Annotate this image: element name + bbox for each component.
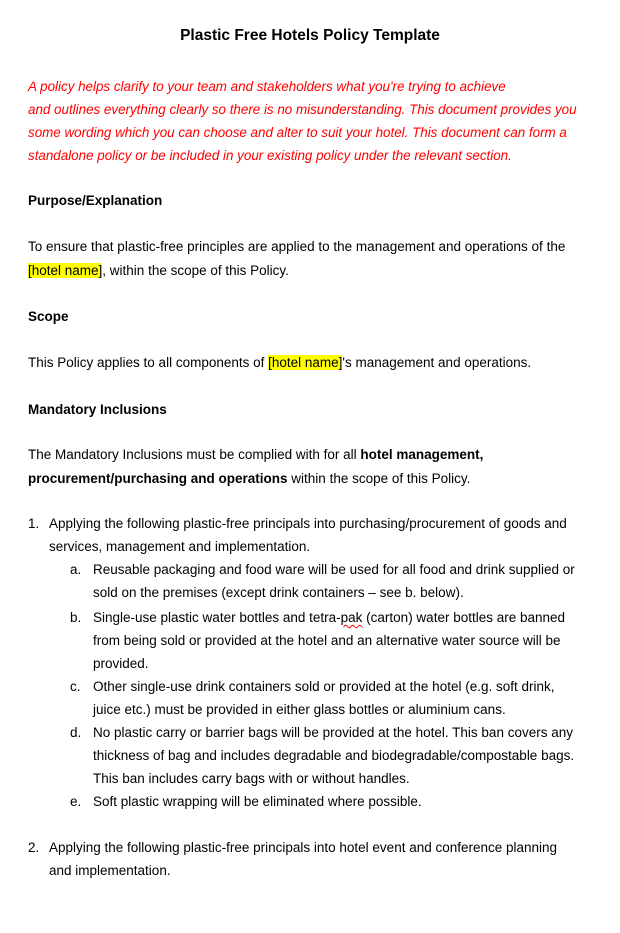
purpose-line-rest: , within the scope of this Policy. — [102, 262, 289, 278]
list-number: 1. — [28, 516, 40, 531]
hotel-name-placeholder: [hotel name] — [268, 355, 343, 370]
sub-text — [93, 721, 574, 790]
mandatory-line — [28, 443, 598, 467]
mandatory-heading: Mandatory Inclusions — [28, 402, 167, 417]
scope-heading: Scope — [28, 309, 69, 324]
sub-line: This ban includes carry bags with or without handles. — [93, 771, 410, 786]
mandatory-plain: The Mandatory Inclusions must be complied with for all — [28, 447, 361, 462]
list-line: services, management and implementation. — [49, 539, 311, 554]
hotel-name-placeholder: [hotel name] — [28, 262, 103, 278]
mandatory-bold: procurement/purchasing and operations — [28, 470, 288, 486]
purpose-line: To ensure that plastic-free principles are applied to the management and operations of the — [28, 239, 566, 254]
intro-line: some wording which you can choose and alter to suit your hotel. This document can form a — [28, 125, 567, 140]
intro-line: A policy helps clarify to your team and stakeholders what you're trying to achieve — [28, 79, 506, 94]
document-title: Plastic Free Hotels Policy Template — [180, 27, 440, 44]
purpose-heading: Purpose/Explanation — [28, 193, 163, 208]
sub-letter: c. — [70, 679, 81, 694]
sub-line: provided. — [93, 656, 149, 671]
intro-note — [28, 75, 603, 167]
sub-text — [93, 606, 565, 675]
sub-line: juice etc.) must be provided in either glass bottles or aluminium cans. — [93, 702, 506, 717]
list-line: and implementation. — [49, 863, 171, 878]
scope-before: This Policy applies to all components of — [28, 355, 269, 370]
sub-line: Other single-use drink containers sold or provided at the hotel (e.g. soft drink, — [93, 679, 555, 694]
sub-text — [93, 675, 555, 721]
scope-paragraph — [28, 351, 598, 375]
mandatory-plain: within the scope of this Policy. — [287, 470, 471, 486]
sub-letter: e. — [70, 794, 82, 809]
scope-after: 's management and operations. — [342, 355, 532, 370]
list-line: Applying the following plastic-free principals into purchasing/procurement of goods and — [49, 516, 567, 531]
sub-letter: b. — [70, 610, 82, 625]
list-number: 2. — [28, 840, 40, 855]
list-text — [49, 512, 567, 558]
sub-text — [93, 558, 575, 604]
mandatory-paragraph — [28, 443, 598, 490]
mandatory-line — [28, 467, 598, 491]
list-text — [49, 836, 557, 882]
intro-line: and outlines everything clearly so there is no misunderstanding. This document provides you — [28, 102, 577, 117]
list-line: Applying the following plastic-free principals into hotel event and conference planning — [49, 840, 558, 855]
purpose-paragraph — [28, 235, 598, 282]
sub-line — [93, 606, 565, 629]
mandatory-bold: hotel management, — [360, 447, 484, 462]
purpose-line — [28, 259, 598, 283]
sub-letter: d. — [70, 725, 82, 740]
sub-line: Reusable packaging and food ware will be used for all food and drink supplied or — [93, 562, 575, 577]
intro-line: standalone policy or be included in your existing policy under the relevant section. — [28, 148, 512, 163]
sub-text — [93, 790, 422, 813]
sub-letter: a. — [70, 562, 82, 577]
sub-line-part: Single-use plastic water bottles and tetra- — [93, 610, 341, 625]
sub-line: from being sold or provided at the hotel and an alternative water source will be — [93, 633, 561, 648]
scope-line — [28, 351, 598, 375]
sub-line: thickness of bag and includes degradable and biodegradable/compostable bags. — [93, 748, 575, 763]
sub-line: Soft plastic wrapping will be eliminated where possible. — [93, 794, 422, 809]
spelling-flag: pak — [340, 610, 363, 625]
sub-line-part: (carton) water bottles are banned — [362, 610, 566, 625]
sub-line: sold on the premises (except drink containers – see b. below). — [93, 585, 464, 600]
sub-line: No plastic carry or barrier bags will be provided at the hotel. This ban covers any — [93, 725, 573, 740]
